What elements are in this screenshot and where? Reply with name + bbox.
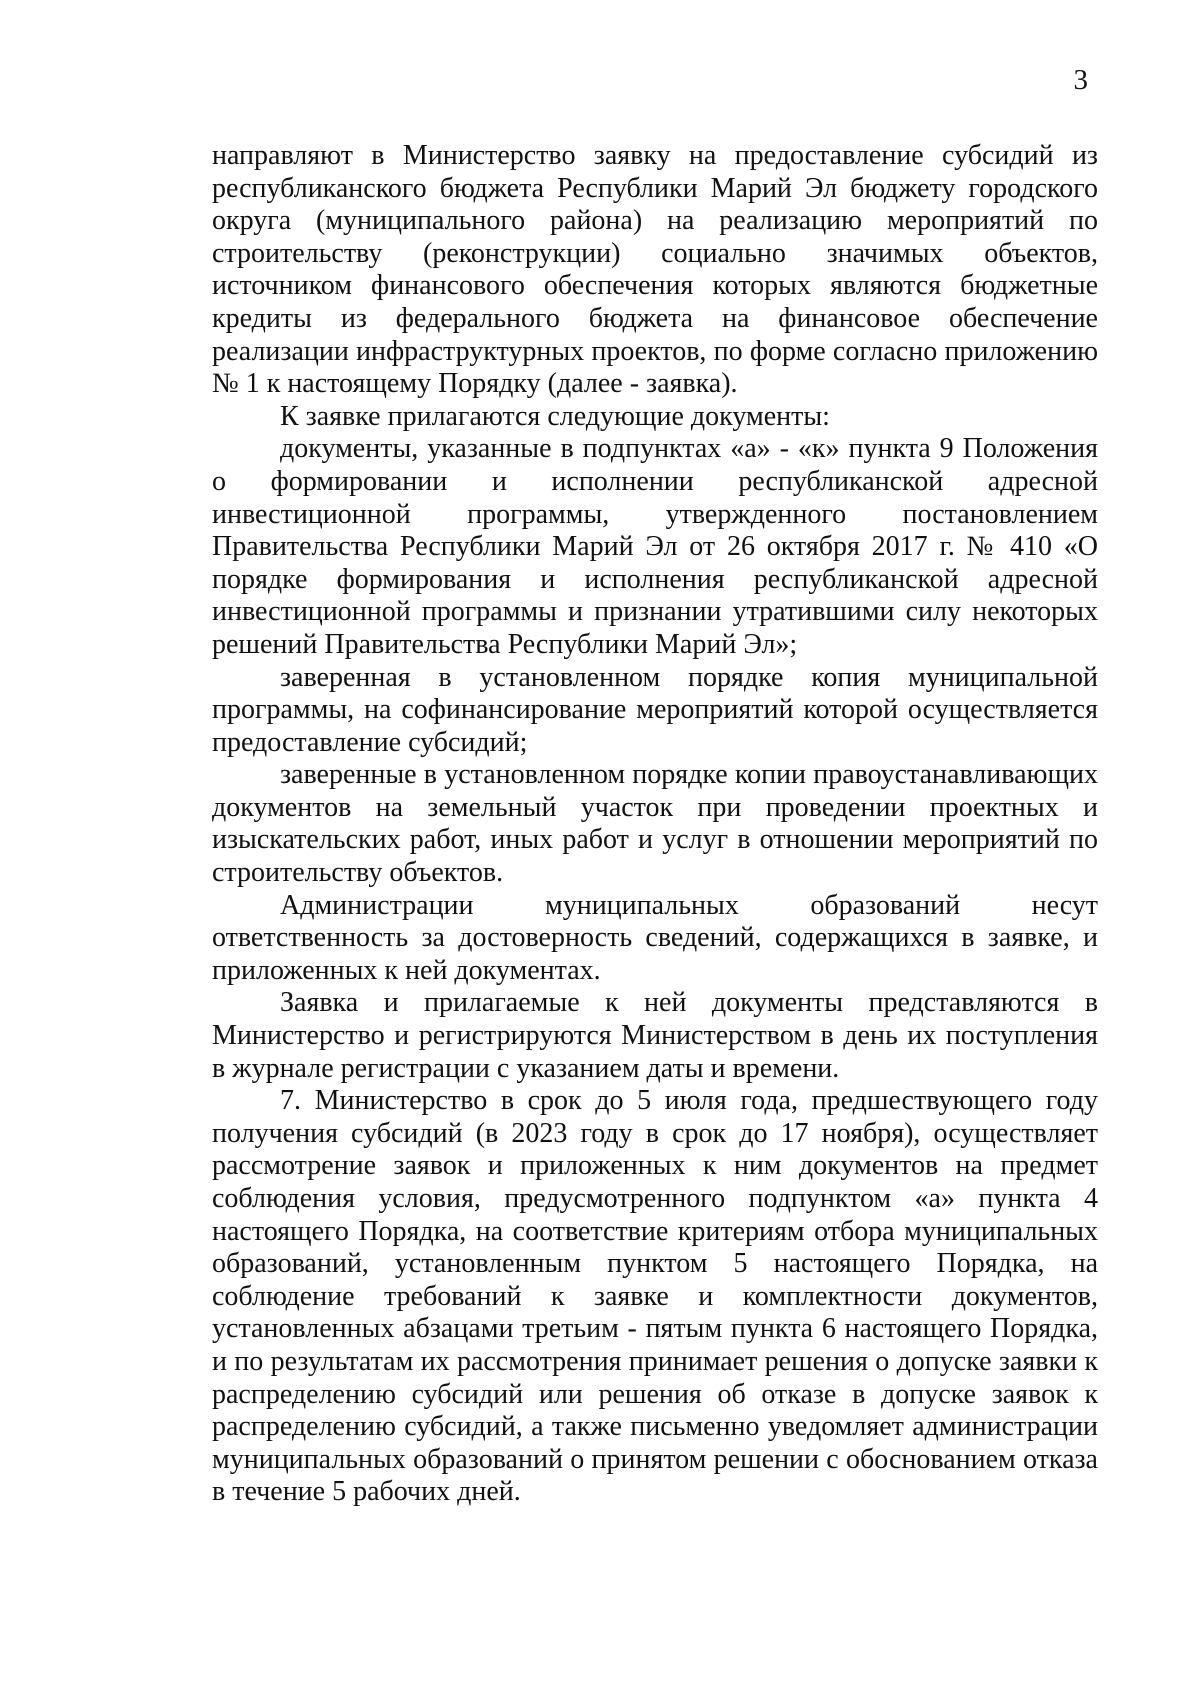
paragraph-responsibility: Администрации муниципальных образований несут ответственность за достоверность сведений, содержащихся в заявке, и приложенных к ней документах.: [212, 889, 1098, 986]
paragraph-application: направляют в Министерство заявку на предоставление субсидий из республиканского бюджета Республики Марий Эл бюджету городского округа (муниципального района) на реализацию мероприятий по строительству (реконструкции) социально значимых объектов, источником финансового обеспечения которых являются бюджетные кредиты из федерального бюджета на финансовое обеспечение реализации инфраструктурных проектов, по форме согласно приложению № 1 к настоящему Порядку (далее - заявка).: [212, 140, 1098, 400]
paragraph-documents-list: документы, указанные в подпунктах «а» - «к» пункта 9 Положения о формировании и исполнении республиканской адресной инвестиционной программы, утвержденного постановлением Правительства Республики Марий Эл от 26 октября 2017 г. № 410 «О порядке формирования и исполнения республиканской адресной инвестиционной программы и признании утратившими силу некоторых решений Правительства Республики Марий Эл»;: [212, 433, 1098, 660]
page-number: 3: [1073, 64, 1088, 96]
paragraph-section-7: 7. Министерство в срок до 5 июля года, предшествующего году получения субсидий (в 2023 году в срок до 17 ноября), осуществляет рассмотрение заявок и приложенных к ним документов на предмет соблюдения условия, предусмотренного подпунктом «а» пункта 4 настоящего Порядка, на соответствие критериям отбора муниципальных образований, установленным пунктом 5 настоящего Порядка, на соблюдение требований к заявке и комплектности документов, установленных абзацами третьим - пятым пункта 6 настоящего Порядка, и по результатам их рассмотрения принимает решения о допуске заявки к распределению субсидий или решения об отказе в допуске заявок к распределению субсидий, а также письменно уведомляет администрации муниципальных образований о принятом решении с обоснованием отказа в течение 5 рабочих дней.: [212, 1085, 1098, 1508]
paragraph-program-copy: заверенная в установленном порядке копия муниципальной программы, на софинансирование мероприятий которой осуществляется предоставление субсидий;: [212, 661, 1098, 758]
paragraph-registration: Заявка и прилагаемые к ней документы представляются в Министерство и регистрируются Министерством в день их поступления в журнале регистрации с указанием даты и времени.: [212, 987, 1098, 1084]
paragraph-land-documents: заверенные в установленном порядке копии правоустанавливающих документов на земельный участок при проведении проектных и изыскательских работ, иных работ и услуг в отношении мероприятий по строительству объектов.: [212, 759, 1098, 889]
document-body: [212, 140, 1098, 1509]
paragraph-attachments-intro: К заявке прилагаются следующие документы:: [280, 400, 830, 432]
